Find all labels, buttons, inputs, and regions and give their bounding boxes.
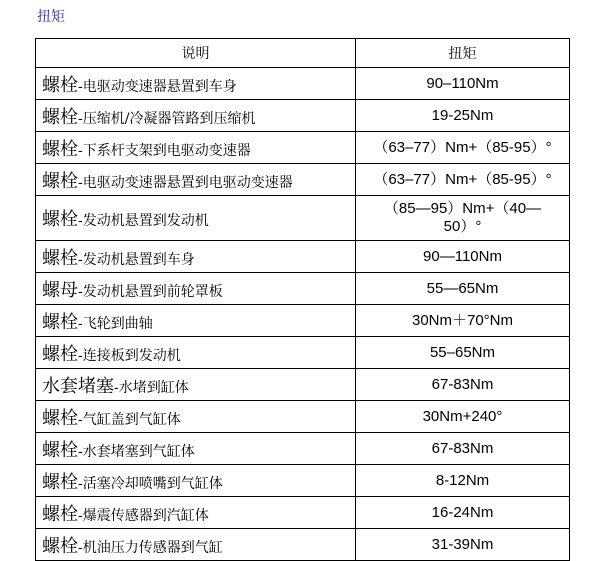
table-row: [36, 164, 570, 196]
description-cell: [36, 369, 356, 401]
torque-value: 19-25Nm: [356, 100, 570, 132]
column-header-description: 说明: [36, 39, 356, 68]
fastener-type: 螺栓: [42, 535, 78, 557]
description-text: -气缸盖到气缸体: [78, 411, 181, 428]
description-cell: [36, 433, 356, 465]
description-cell: [36, 132, 356, 164]
description-cell: [36, 529, 356, 561]
description-cell: [36, 164, 356, 196]
torque-value: 55–65Nm: [356, 337, 570, 369]
description-cell: [36, 401, 356, 433]
torque-value: 8-12Nm: [356, 465, 570, 497]
table-row: [36, 68, 570, 100]
description-text: -水套堵塞到气缸体: [78, 443, 195, 460]
torque-value: 31-39Nm: [356, 529, 570, 561]
table-header-row: [36, 39, 570, 68]
description-text: -活塞冷却喷嘴到气缸体: [78, 475, 223, 492]
torque-value: 90—110Nm: [356, 241, 570, 273]
torque-value: （63–77）Nm+（85-95）°: [356, 132, 570, 164]
description-text: -电驱动变速器悬置到车身: [78, 78, 237, 95]
description-text: -水堵到缸体: [114, 379, 189, 396]
table-row: [36, 529, 570, 561]
fastener-type: 螺栓: [42, 138, 78, 160]
torque-value: 67-83Nm: [356, 369, 570, 401]
table-row: [36, 196, 570, 241]
torque-value: （63–77）Nm+（85-95）°: [356, 164, 570, 196]
torque-value: 16-24Nm: [356, 497, 570, 529]
description-cell: [36, 100, 356, 132]
fastener-type: 螺栓: [42, 439, 78, 461]
fastener-type: 螺母: [42, 279, 78, 301]
fastener-type: 螺栓: [42, 106, 78, 128]
torque-value: 67-83Nm: [356, 433, 570, 465]
description-text: -发动机悬置到前轮罩板: [78, 283, 223, 300]
table-row: [36, 465, 570, 497]
fastener-type: 螺栓: [42, 503, 78, 525]
fastener-type: 螺栓: [42, 343, 78, 365]
table-row: [36, 100, 570, 132]
fastener-type: 螺栓: [42, 209, 78, 230]
column-header-torque: 扭矩: [356, 39, 570, 68]
table-row: [36, 132, 570, 164]
fastener-type: 螺栓: [42, 247, 78, 269]
description-cell: [36, 241, 356, 273]
torque-value: 30Nm＋70°Nm: [356, 305, 570, 337]
fastener-type: 水套堵塞: [42, 375, 114, 397]
description-cell: [36, 196, 356, 241]
page-title: 扭矩: [37, 9, 65, 25]
description-text: -发动机悬置到发动机: [78, 213, 209, 229]
fastener-type: 螺栓: [42, 407, 78, 429]
description-cell: [36, 465, 356, 497]
description-text: -下系杆支架到电驱动变速器: [78, 142, 251, 159]
table-row: [36, 497, 570, 529]
torque-value: 55—65Nm: [356, 273, 570, 305]
description-text: -机油压力传感器到气缸: [78, 539, 223, 556]
torque-value: （85—95）Nm+（40—50）°: [383, 200, 542, 235]
torque-value: 90–110Nm: [356, 68, 570, 100]
table-row: [36, 305, 570, 337]
description-cell: [36, 337, 356, 369]
description-text: -飞轮到曲轴: [78, 315, 153, 332]
table-row: [36, 273, 570, 305]
torque-value: 30Nm+240°: [356, 401, 570, 433]
table-row: [36, 369, 570, 401]
fastener-type: 螺栓: [42, 471, 78, 493]
description-text: -压缩机/冷凝器管路到压缩机: [78, 110, 256, 127]
description-text: -连接板到发动机: [78, 347, 181, 364]
description-cell: [36, 497, 356, 529]
description-text: -发动机悬置到车身: [78, 251, 195, 268]
description-text: -爆震传感器到汽缸体: [78, 507, 209, 524]
table-row: [36, 337, 570, 369]
fastener-type: 螺栓: [42, 311, 78, 333]
fastener-type: 螺栓: [42, 74, 78, 96]
torque-value-cell: [356, 196, 570, 241]
description-text: -电驱动变速器悬置到电驱动变速器: [78, 174, 293, 191]
description-cell: [36, 68, 356, 100]
table-row: [36, 241, 570, 273]
table-row: [36, 401, 570, 433]
table-row: [36, 433, 570, 465]
description-cell: [36, 305, 356, 337]
fastener-type: 螺栓: [42, 170, 78, 192]
description-cell: [36, 273, 356, 305]
torque-spec-table: [35, 38, 570, 561]
